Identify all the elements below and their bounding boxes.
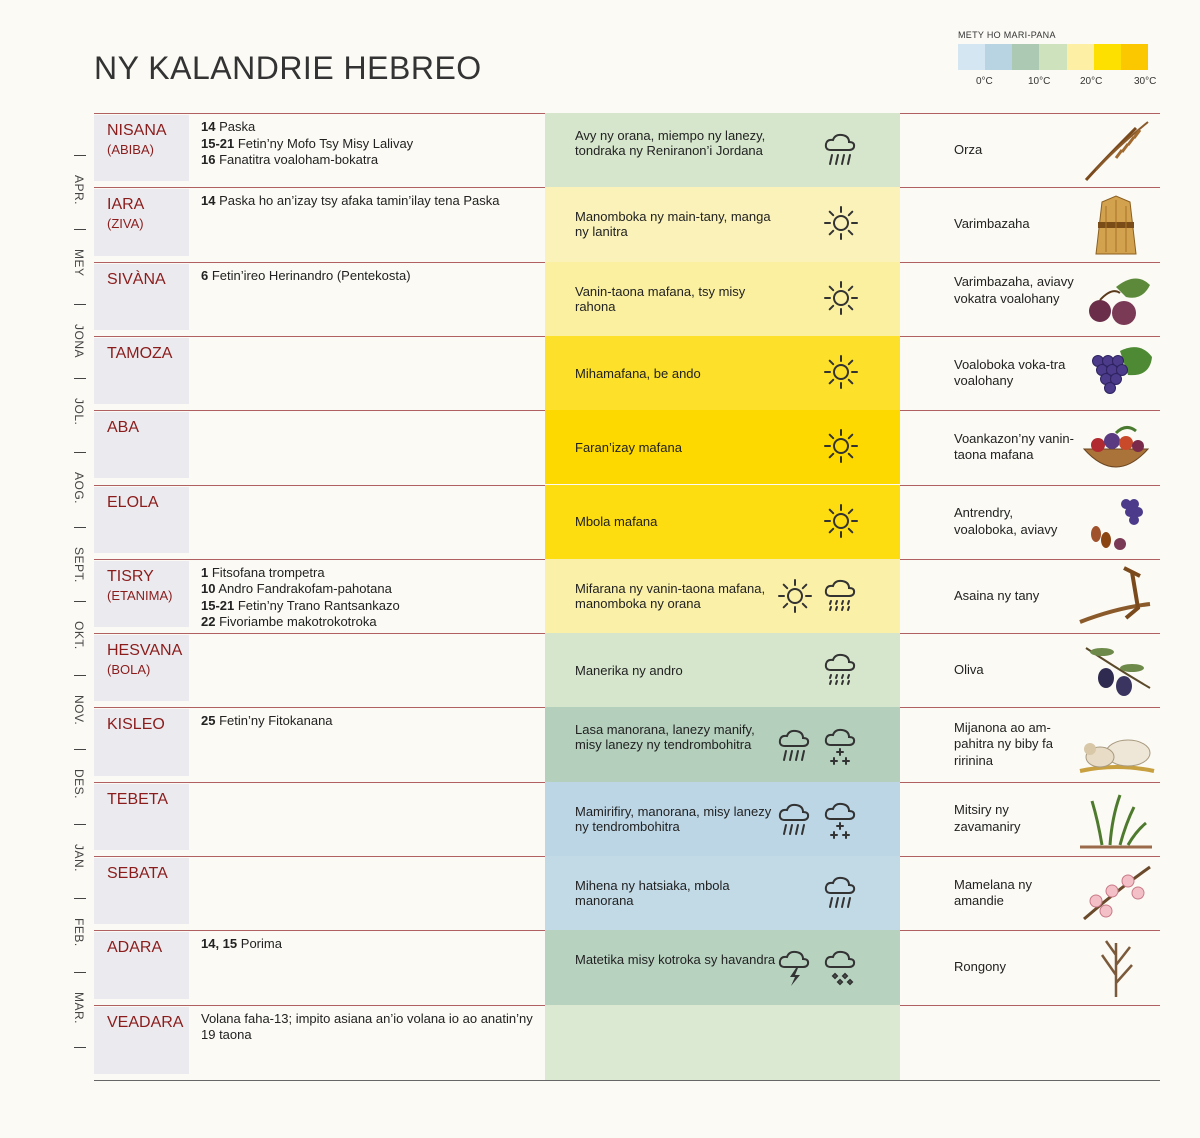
- weather-icons: [822, 130, 860, 175]
- month-axis-tick: [74, 749, 86, 750]
- weather-description: Manerika ny andro: [575, 662, 683, 678]
- gregorian-month-label: SEPT.: [72, 546, 86, 583]
- festival-list: [201, 1011, 536, 1044]
- month-name: TAMOZA: [107, 344, 173, 362]
- month-cell: [94, 487, 189, 553]
- month-alt-name: (ETANIMA): [107, 587, 173, 603]
- crop-description: Asaina ny tany: [954, 587, 1040, 603]
- month-axis-tick: [74, 898, 86, 899]
- festival-list: [201, 936, 536, 953]
- legend-ticks: [958, 76, 1162, 90]
- sprouts-icon: [1076, 787, 1156, 851]
- gregorian-month-label: DES.: [72, 769, 86, 800]
- festival-item: [201, 152, 536, 169]
- month-name: ELOLA: [107, 493, 159, 511]
- festival-item: [201, 1011, 536, 1044]
- drizzle-cloud-icon: [822, 650, 860, 695]
- figs-icon: [1076, 267, 1156, 331]
- month-name: HESVANA: [107, 642, 183, 660]
- crop-description: Varimbazaha, aviavy vokatra voalohany: [954, 274, 1074, 306]
- festival-text: Porima: [237, 936, 282, 952]
- festival-item: [201, 936, 536, 953]
- festival-list: [201, 193, 536, 210]
- crop-description: Oliva: [954, 662, 984, 677]
- weather-icons: [822, 502, 860, 545]
- weather-icons: [822, 427, 860, 470]
- festival-item: [201, 581, 536, 598]
- weather-cell: [545, 485, 900, 559]
- festival-list: [201, 119, 536, 169]
- weather-description: Mbola mafana: [575, 514, 658, 530]
- festival-text: Volana faha-13; impito asiana an’io volana io ao anatin’ny 19 taona: [201, 1010, 533, 1043]
- weather-cell: [545, 559, 900, 633]
- weather-description: Matetika misy kotroka sy havandra: [575, 952, 776, 968]
- weather-description: Mihamafana, be ando: [575, 365, 701, 381]
- weather-icons: [822, 353, 860, 396]
- month-cell: [94, 784, 189, 850]
- weather-icons: [822, 650, 860, 695]
- weather-cell: [545, 856, 900, 930]
- gregorian-month-label: APR.: [72, 175, 86, 206]
- legend-swatch: [1012, 44, 1039, 70]
- legend-tick-label: 10°C: [1028, 76, 1051, 87]
- gregorian-month-label: MEY: [72, 249, 86, 277]
- weather-cell: [545, 1005, 900, 1080]
- gregorian-month-label: JOL.: [72, 397, 86, 426]
- month-axis-tick: [74, 1047, 86, 1048]
- legend-swatch: [1121, 44, 1148, 70]
- gregorian-month-label: NOV.: [72, 695, 86, 726]
- sheep-icon: [1076, 713, 1156, 777]
- festival-text: Andro Fandrakofam-pahotana: [215, 581, 392, 597]
- sun-icon: [822, 353, 860, 396]
- festival-item: [201, 119, 536, 136]
- festival-text: Fitsofana trompetra: [208, 564, 325, 580]
- festival-item: [201, 713, 536, 730]
- weather-cell: [545, 707, 900, 781]
- weather-cell: [545, 262, 900, 336]
- crop-description: Rongony: [954, 959, 1007, 975]
- festival-date: 16: [201, 152, 216, 167]
- weather-icons: [822, 279, 860, 322]
- gregorian-month-label: FEB.: [72, 918, 86, 947]
- weather-description: Mifarana ny vanin-taona mafana, manomboka ny orana: [575, 580, 766, 611]
- month-cell: [94, 561, 189, 627]
- gregorian-month-label: AOG.: [72, 472, 86, 505]
- festival-text: Fanatitra voaloham-bokatra: [215, 152, 379, 167]
- barley-icon: [1076, 118, 1156, 182]
- gregorian-month-label: MAR.: [72, 992, 86, 1025]
- legend-swatch: [985, 44, 1012, 70]
- weather-description: Mihena ny hatsiaka, mbola manorana: [575, 878, 730, 909]
- gregorian-month-label: JONA: [72, 323, 86, 358]
- month-cell: [94, 709, 189, 775]
- month-alt-name: (ABIBA): [107, 142, 154, 157]
- weather-icons: [822, 204, 860, 247]
- crop-description: Mijanona ao am-pahitra ny biby fa ririnina: [954, 719, 1054, 768]
- fruit-basket-icon: [1076, 415, 1156, 479]
- olives-icon: [1076, 638, 1156, 702]
- festival-text: Fetin’ny Trano Rantsankazo: [234, 597, 400, 613]
- month-cell: [94, 635, 189, 701]
- crop-description: Voankazon’ny vanin-taona mafana: [954, 430, 1074, 463]
- month-axis-tick: [74, 229, 86, 230]
- weather-icons: [776, 947, 860, 994]
- weather-icons: [822, 873, 860, 918]
- weather-description: Avy ny orana, miempo ny lanezy, tondraka ny Reniranon’i Jordana: [575, 127, 766, 158]
- month-alt-name: (ZIVA): [107, 216, 144, 232]
- month-cell: [94, 115, 189, 181]
- calendar-table: [94, 113, 1160, 1080]
- month-name: KISLEO: [107, 716, 165, 734]
- weather-cell: [545, 187, 900, 261]
- legend-swatch: [1039, 44, 1066, 70]
- legend-tick-label: 20°C: [1080, 76, 1103, 87]
- month-cell: [94, 264, 189, 330]
- legend-swatch: [958, 44, 985, 70]
- weather-icons: [776, 725, 860, 772]
- crop-description: Mitsiry ny zavamaniry: [954, 802, 1021, 834]
- festival-date: 25: [201, 713, 216, 729]
- grapes-icon: [1076, 341, 1156, 405]
- page-title: NY KALANDRIE HEBREO: [94, 50, 482, 86]
- crop-description: Varimbazaha: [954, 216, 1030, 232]
- festival-item: [201, 598, 536, 615]
- month-axis-tick: [74, 378, 86, 379]
- rain-cloud-icon: [822, 130, 860, 175]
- month-name: ABA: [107, 419, 140, 437]
- festival-list: [201, 565, 536, 631]
- festival-date: 10: [201, 581, 216, 597]
- festival-date: 1: [201, 564, 209, 580]
- dates-grapes-icon: [1076, 490, 1156, 554]
- month-axis-tick: [74, 452, 86, 453]
- legend-swatch: [1067, 44, 1094, 70]
- weather-description: Mamirifiry, manorana, misy lanezy ny tendrombohitra: [575, 803, 772, 834]
- festival-text: Fivoriambe makotrokotroka: [215, 614, 377, 630]
- festival-item: [201, 614, 536, 631]
- legend-color-scale: [958, 44, 1148, 70]
- gregorian-month-label: OKT.: [72, 620, 86, 650]
- festival-text: Fetin’ireo Herinandro (Pentekosta): [208, 267, 411, 283]
- weather-icons: [776, 576, 860, 621]
- legend-title: METY HO MARI-PANA: [958, 30, 1056, 40]
- festival-text: Fetin’ny Mofo Tsy Misy Lalivay: [234, 135, 414, 151]
- month-cell: [94, 338, 189, 404]
- legend-tick-label: 0°C: [976, 76, 993, 87]
- rain-cloud-icon: [776, 726, 814, 771]
- month-axis-tick: [74, 972, 86, 973]
- month-axis-tick: [74, 675, 86, 676]
- festival-text: Fetin’ny Fitokanana: [215, 713, 333, 729]
- weather-cell: [545, 410, 900, 484]
- gregorian-month-axis: [66, 113, 94, 1080]
- festival-date: 14: [201, 193, 216, 209]
- crop-description: Mamelana ny amandie: [954, 876, 1033, 909]
- festival-date: 22: [201, 614, 216, 630]
- month-name: NISANA: [107, 122, 167, 139]
- weather-description: Faran’izay mafana: [575, 439, 682, 455]
- month-cell: [94, 1007, 189, 1074]
- festival-date: 15-21: [201, 135, 235, 151]
- snow-cloud-icon: [822, 725, 860, 772]
- festival-list: [201, 713, 536, 730]
- festival-date: 6: [201, 267, 209, 283]
- weather-description: Vanin-taona mafana, tsy misy rahona: [575, 283, 746, 314]
- month-cell: [94, 932, 189, 998]
- festival-item: [201, 565, 536, 582]
- month-axis-tick: [74, 304, 86, 305]
- temperature-legend: [958, 30, 1162, 90]
- weather-cell: [545, 633, 900, 707]
- crop-description: Antrendry, voaloboka, aviavy: [954, 505, 1058, 537]
- festival-item: [201, 268, 536, 285]
- thunder-cloud-icon: [776, 947, 814, 994]
- month-axis-tick: [74, 527, 86, 528]
- weather-cell: [545, 782, 900, 856]
- weather-cell: [545, 113, 900, 187]
- drizzle-cloud-icon: [822, 576, 860, 621]
- snow-cloud-icon: [822, 799, 860, 846]
- almond-blossom-icon: [1076, 861, 1156, 925]
- sun-icon: [822, 502, 860, 545]
- month-alt-name: (BOLA): [107, 662, 151, 678]
- festival-text: Paska ho an’izay tsy afaka tamin’ilay tena Paska: [215, 193, 500, 209]
- month-axis-tick: [74, 824, 86, 825]
- month-name: IARA: [107, 196, 145, 214]
- crop-description: Voaloboka voka-tra voalohany: [954, 356, 1066, 389]
- sun-icon: [822, 204, 860, 247]
- festival-date: 14, 15: [201, 936, 238, 952]
- festival-list: [201, 268, 536, 285]
- month-cell: [94, 412, 189, 478]
- rain-cloud-icon: [822, 873, 860, 918]
- hail-cloud-icon: [822, 947, 860, 994]
- row-divider: [94, 1080, 1160, 1081]
- legend-tick-label: 30°C: [1134, 76, 1157, 87]
- weather-description: Manomboka ny main-tany, manga ny lanitra: [575, 209, 771, 240]
- wheat-sheaf-icon: [1076, 192, 1156, 256]
- weather-description: Lasa manorana, lanezy manify, misy lanezy ny tendrombohitra: [575, 722, 755, 753]
- festival-date: 15-21: [201, 597, 235, 613]
- month-cell: [94, 189, 189, 255]
- month-name: VEADARA: [107, 1013, 184, 1031]
- festival-text: Paska: [215, 119, 256, 134]
- crop-description: Orza: [954, 141, 983, 157]
- weather-cell: [545, 336, 900, 410]
- rain-cloud-icon: [776, 800, 814, 845]
- month-name: ADARA: [107, 939, 163, 957]
- gregorian-month-label: JAN.: [72, 843, 86, 872]
- month-axis-tick: [74, 601, 86, 602]
- sun-icon: [822, 279, 860, 322]
- month-name: TISRY: [107, 567, 154, 585]
- month-cell: [94, 858, 189, 924]
- sun-icon: [822, 427, 860, 470]
- festival-item: [201, 136, 536, 153]
- festival-item: [201, 193, 536, 210]
- flax-icon: [1076, 935, 1156, 999]
- legend-swatch: [1094, 44, 1121, 70]
- plough-icon: [1076, 564, 1156, 628]
- month-name: TEBETA: [107, 790, 169, 808]
- festival-date: 14: [201, 119, 216, 134]
- month-axis-tick: [74, 155, 86, 156]
- month-name: SIVÀNA: [107, 270, 166, 288]
- weather-cell: [545, 930, 900, 1004]
- weather-icons: [776, 799, 860, 846]
- month-name: SEBATA: [107, 865, 168, 882]
- sun-icon: [776, 577, 814, 620]
